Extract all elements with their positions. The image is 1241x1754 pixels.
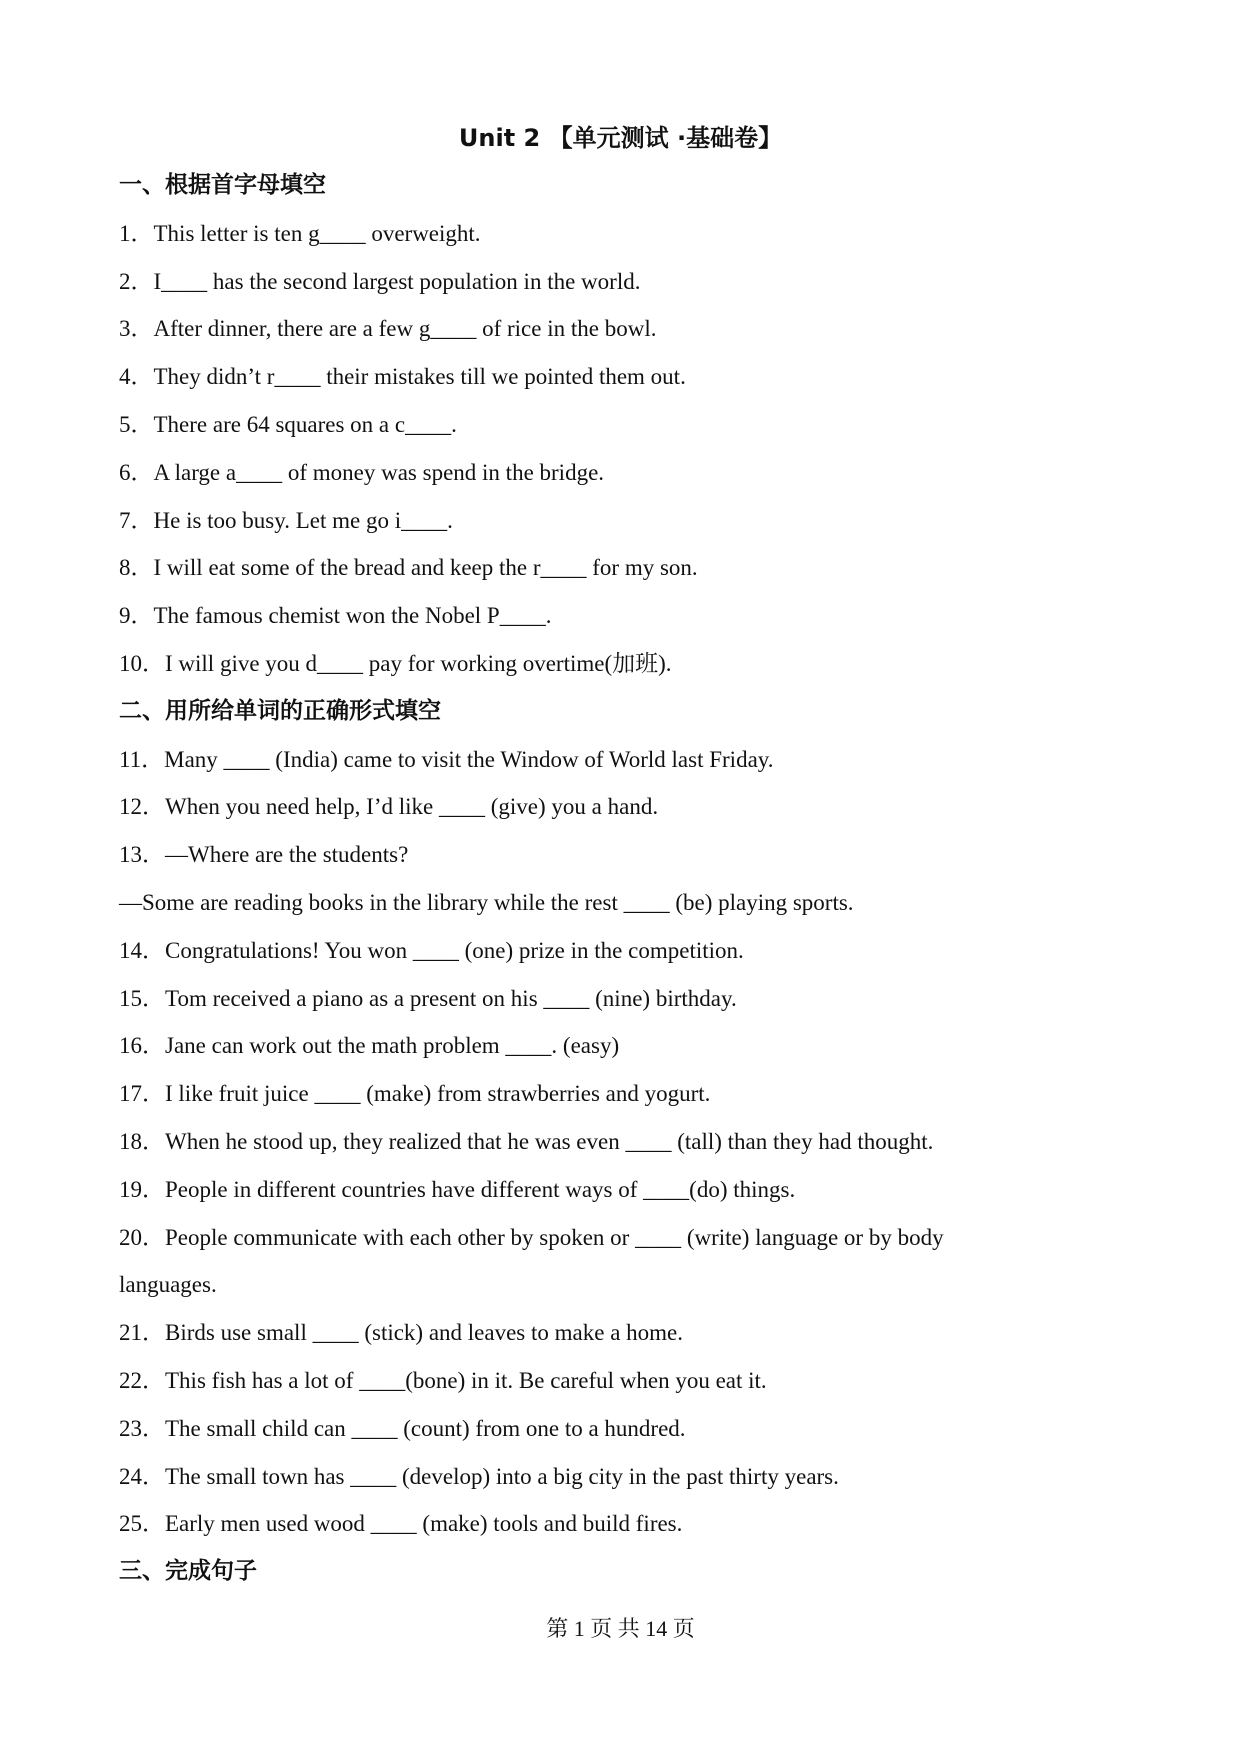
page-footer: 第 1 页 共 14 页 (546, 1616, 695, 1641)
question-4: 4．They didn’t r____ their mistakes till we pointed them out. (119, 364, 686, 390)
question-15: 15．Tom received a piano as a present on his ____ (nine) birthday. (119, 985, 737, 1011)
question-9: 9．The famous chemist won the Nobel P____. (119, 603, 552, 629)
section-heading-1: 一、根据首字母填空 (119, 172, 326, 198)
section-heading-3: 三、完成句子 (119, 1558, 257, 1585)
question-21: 21．Birds use small ____ (stick) and leaves to make a home. (119, 1320, 684, 1346)
question-17: 17．I like fruit juice ____ (make) from strawberries and yogurt. (119, 1081, 711, 1107)
question-12: 12．When you need help, I’d like ____ (give) you a hand. (119, 794, 659, 820)
question-14: 14．Congratulations! You won ____ (one) prize in the competition. (119, 937, 744, 963)
question-20: 20．People communicate with each other by spoken or ____ (write) language or by body (119, 1224, 944, 1250)
question-7: 7．He is too busy. Let me go i____. (119, 507, 453, 533)
question-18: 18．When he stood up, they realized that he was even ____ (tall) than they had thought. (119, 1128, 934, 1154)
question-16: 16．Jane can work out the math problem ____. (easy) (119, 1033, 620, 1059)
question-13-answer-line: —Some are reading books in the library while the rest ____ (be) playing sports. (119, 889, 854, 915)
question-23: 23．The small child can ____ (count) from one to a hundred. (119, 1415, 686, 1441)
question-22: 22．This fish has a lot of ____(bone) in it. Be careful when you eat it. (119, 1367, 767, 1393)
question-8: 8．I will eat some of the bread and keep the r____ for my son. (119, 555, 698, 581)
question-19: 19．People in different countries have different ways of ____(do) things. (119, 1176, 796, 1202)
question-11: 11．Many ____ (India) came to visit the Window of World last Friday. (119, 746, 774, 772)
section-heading-2: 二、用所给单词的正确形式填空 (119, 697, 441, 724)
question-24: 24．The small town has ____ (develop) into a big city in the past thirty years. (119, 1463, 839, 1489)
question-3: 3．After dinner, there are a few g____ of rice in the bowl. (119, 316, 657, 342)
question-list (119, 162, 1129, 1596)
question-1: 1．This letter is ten g____ overweight. (119, 220, 481, 246)
question-6: 6．A large a____ of money was spend in the bridge. (119, 459, 605, 485)
question-2: 2．I____ has the second largest population in the world. (119, 268, 641, 294)
question-20-continued: languages. (119, 1272, 217, 1298)
question-5: 5．There are 64 squares on a c____. (119, 411, 457, 437)
question-10: 10．I will give you d____ pay for working overtime(加班). (119, 650, 672, 676)
page-title: Unit 2 【单元测试 ·基础卷】 (458, 124, 783, 152)
question-25: 25．Early men used wood ____ (make) tools and build fires. (119, 1511, 683, 1537)
question-13-prompt: 13．—Where are the students? (119, 842, 409, 868)
